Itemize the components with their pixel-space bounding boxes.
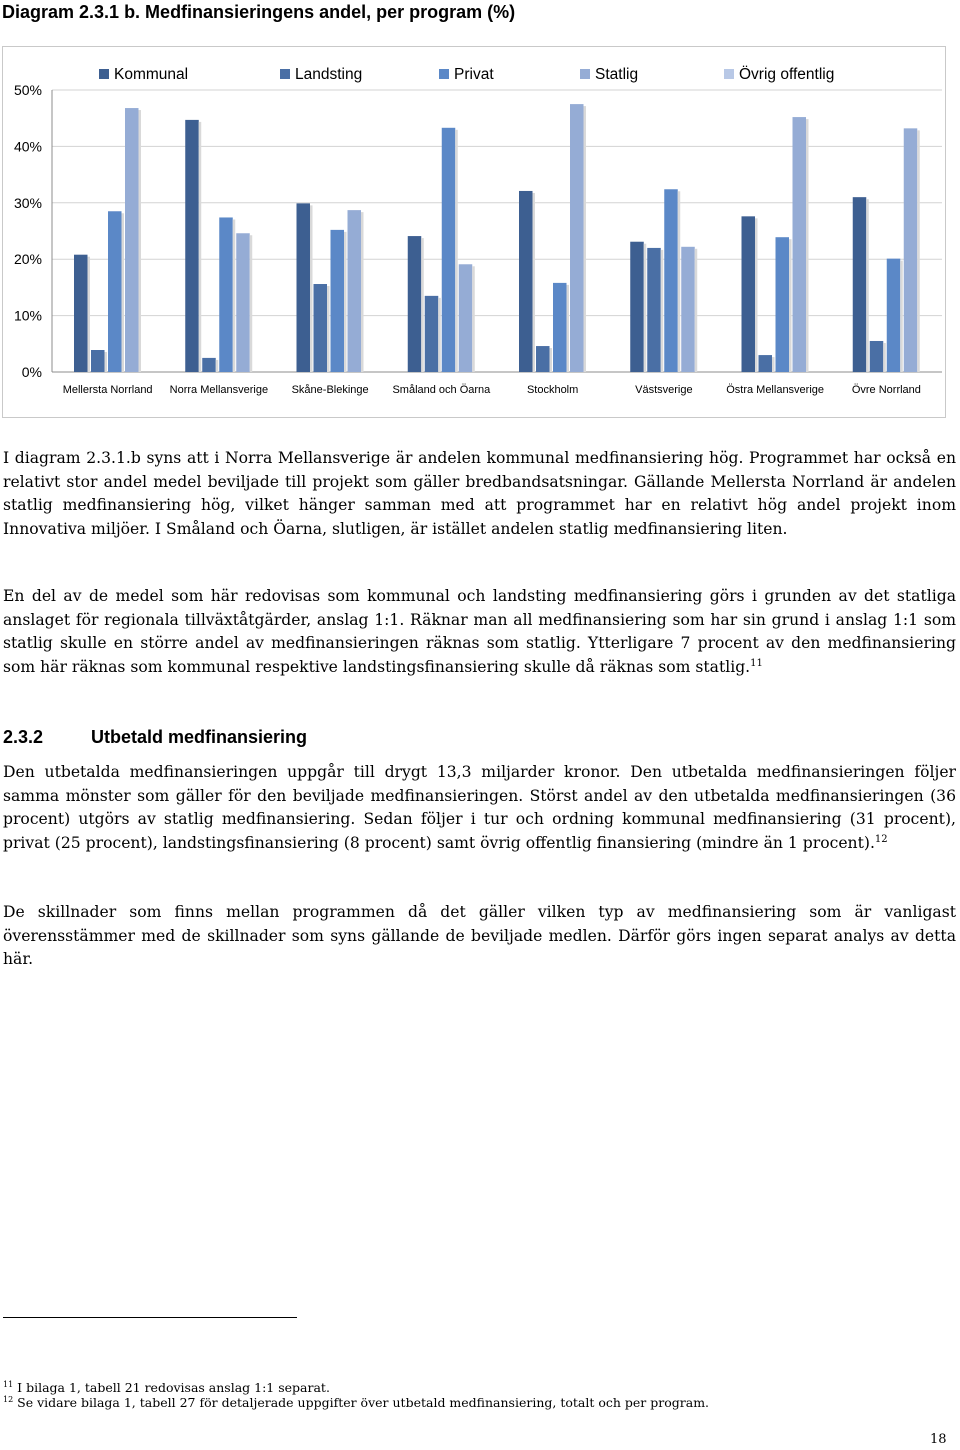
bar-shadow — [644, 244, 647, 372]
paragraph-diagram-analysis — [3, 447, 956, 541]
legend-label: Privat — [454, 66, 494, 83]
bar — [776, 237, 790, 372]
bar-shadow — [883, 343, 886, 372]
footnote-ref[interactable]: 12 — [874, 833, 888, 845]
footnote-separator — [3, 1317, 297, 1318]
bar-shadow — [661, 250, 664, 372]
x-tick-label: Norra Mellansverige — [169, 384, 269, 396]
legend-item — [439, 66, 494, 83]
bar-shadow — [917, 130, 920, 372]
bar-shadow — [105, 352, 108, 372]
bar — [425, 296, 439, 372]
section-title: Utbetald medfinansiering — [91, 727, 308, 747]
y-tick-label: 20% — [13, 251, 42, 268]
bar — [219, 217, 233, 372]
bar-shadow — [344, 232, 347, 372]
bar-shadow — [199, 122, 202, 372]
bar-shadow — [361, 212, 364, 372]
footnote-text: Se vidare bilaga 1, tabell 27 för detaljerade uppgifter över utbetald medfinansiering, totalt och per program. — [17, 1395, 710, 1411]
bar — [236, 233, 250, 372]
bar-shadow — [678, 191, 681, 372]
bar-shadow — [789, 239, 792, 372]
bar — [442, 128, 456, 372]
x-tick-label: Skåne-Blekinge — [291, 384, 369, 396]
x-tick-label: Småland och Öarna — [392, 384, 491, 396]
y-tick-label: 50% — [13, 82, 42, 98]
paragraph-state-grant-note — [3, 585, 956, 679]
paragraph-program-differences — [3, 901, 956, 972]
x-tick-label: Östra Mellansverige — [726, 384, 825, 396]
bar — [742, 216, 756, 372]
bar-shadow — [806, 119, 809, 372]
legend-swatch — [439, 69, 449, 79]
bar-shadow — [695, 249, 698, 372]
legend-item — [724, 65, 834, 83]
paragraph-text: Den utbetalda medfinansieringen uppgår till drygt 13,3 miljarder kronor. Den utbetalda medfinansieringen följer samma mönster som gäller för den beviljade medfinansieringen. Störst andel av den utbetalda medfinansieringen (36 procent) utgörs av statlig medfinansiering. Sedan följer i tur och ordning kommunal medfinansiering (31 procent), privat (25 procent), landstingsfinansiering (8 procent) samt övrig offentlig finansiering (mindre än 1 procent). — [3, 763, 956, 852]
bar-shadow — [755, 218, 758, 372]
legend-label: Landsting — [295, 66, 363, 83]
bar-shadow — [216, 360, 219, 372]
bar-shadow — [472, 266, 475, 372]
y-tick-label: 10% — [13, 307, 42, 324]
y-tick-label: 0% — [21, 364, 42, 380]
legend-swatch — [99, 69, 109, 79]
bar-shadow — [122, 213, 125, 372]
bar — [108, 211, 122, 372]
bar-shadow — [438, 298, 441, 372]
legend-item — [280, 66, 362, 83]
x-tick-label: Mellersta Norrland — [62, 384, 153, 396]
bar — [297, 203, 311, 372]
bar — [887, 259, 901, 372]
bar — [408, 236, 422, 372]
bar — [759, 355, 773, 372]
bar-shadow — [866, 199, 869, 372]
page-number: 18 — [930, 1432, 947, 1447]
bar-shadow — [421, 238, 424, 372]
bar-shadow — [327, 286, 330, 372]
paragraph-text: I diagram 2.3.1.b syns att i Norra Mellansverige är andelen kommunal medfinansiering hög. Programmet har också en relativt stor andel medel beviljade till projekt som gäller bredbandsatsningar. Gällande Mellersta Norrland är andelen statlig medfinansiering hög, vilket hänger samman med att programmet har en relativt hög andel projekt inom Innovativa miljöer. I Småland och Öarna, slutligen, är istället andelen statlig medfinansiering liten. — [3, 449, 956, 538]
x-tick-label: Stockholm — [526, 384, 579, 396]
bar — [459, 264, 473, 372]
bar-shadow — [550, 348, 553, 372]
bar — [630, 242, 644, 372]
footnote-text: I bilaga 1, tabell 21 redovisas anslag 1:1 separat. — [17, 1380, 330, 1396]
x-tick-label: Övre Norrland — [851, 384, 921, 396]
legend-label: Kommunal — [114, 66, 189, 83]
bar — [536, 346, 550, 372]
x-tick-label: Västsverige — [635, 384, 693, 396]
bar — [519, 191, 533, 372]
bar-shadow — [139, 110, 142, 372]
paragraph-text: De skillnader som finns mellan programmen då det gäller vilken typ av medfinansiering som är vanligast överensstämmer med de skillnader som syns gällande de beviljade medlen. Därför görs ingen separat analys av detta här. — [3, 903, 956, 968]
bar-chart — [2, 46, 946, 418]
bar-shadow — [88, 257, 91, 372]
bar — [647, 248, 661, 372]
footnote-number: 12 — [3, 1395, 14, 1404]
bar — [91, 350, 105, 372]
bar — [553, 283, 567, 372]
bar — [185, 120, 199, 372]
section-heading — [3, 725, 307, 749]
legend-label: Statlig — [595, 66, 639, 83]
bar — [202, 358, 216, 372]
footnote-number: 11 — [3, 1380, 14, 1389]
bar — [314, 284, 328, 372]
paragraph-text: En del av de medel som här redovisas som kommunal och landsting medfinansiering görs i grunden av det statliga anslaget för regionala tillväxtåtgärder, anslag 1:1. Räknar man all medfinansiering som har sin grund i anslag 1:1 som statlig skulle en större andel av medfinansieringen räknas som statlig. Ytterligare 7 procent av den medfinansiering som här räknas som kommunal respektive landstingsfinansiering skulle då räknas som statlig. — [3, 587, 956, 676]
bar — [681, 247, 695, 372]
bar-shadow — [310, 205, 313, 372]
legend-label: Övrig offentlig — [739, 66, 835, 83]
bar-shadow — [900, 261, 903, 372]
legend-item — [580, 66, 638, 83]
bar — [331, 230, 345, 372]
bar-shadow — [584, 106, 587, 372]
bar-shadow — [567, 285, 570, 372]
figure-title: Diagram 2.3.1 b. Medfinansieringens andel, per program (%) — [2, 2, 516, 22]
bar — [125, 108, 139, 372]
bar — [853, 197, 867, 372]
legend-swatch — [280, 69, 290, 79]
bar — [570, 104, 584, 372]
bar-shadow — [250, 235, 253, 372]
bar — [74, 255, 88, 372]
bar — [904, 128, 918, 372]
bar-shadow — [772, 357, 775, 372]
legend-swatch — [724, 69, 734, 79]
bar-shadow — [233, 219, 236, 372]
bar — [348, 210, 362, 372]
bar-shadow — [455, 130, 458, 372]
y-tick-label: 40% — [13, 138, 42, 155]
bar-shadow — [533, 193, 536, 372]
section-number: 2.3.2 — [3, 727, 44, 747]
legend-swatch — [580, 69, 590, 79]
y-tick-label: 30% — [13, 194, 42, 211]
legend-item — [99, 66, 188, 83]
footnote — [3, 1392, 709, 1411]
bar — [664, 189, 678, 372]
footnote-ref[interactable]: 11 — [750, 657, 763, 669]
bar — [870, 341, 884, 372]
bar — [793, 117, 807, 372]
paragraph-paid-cofinancing — [3, 761, 956, 855]
